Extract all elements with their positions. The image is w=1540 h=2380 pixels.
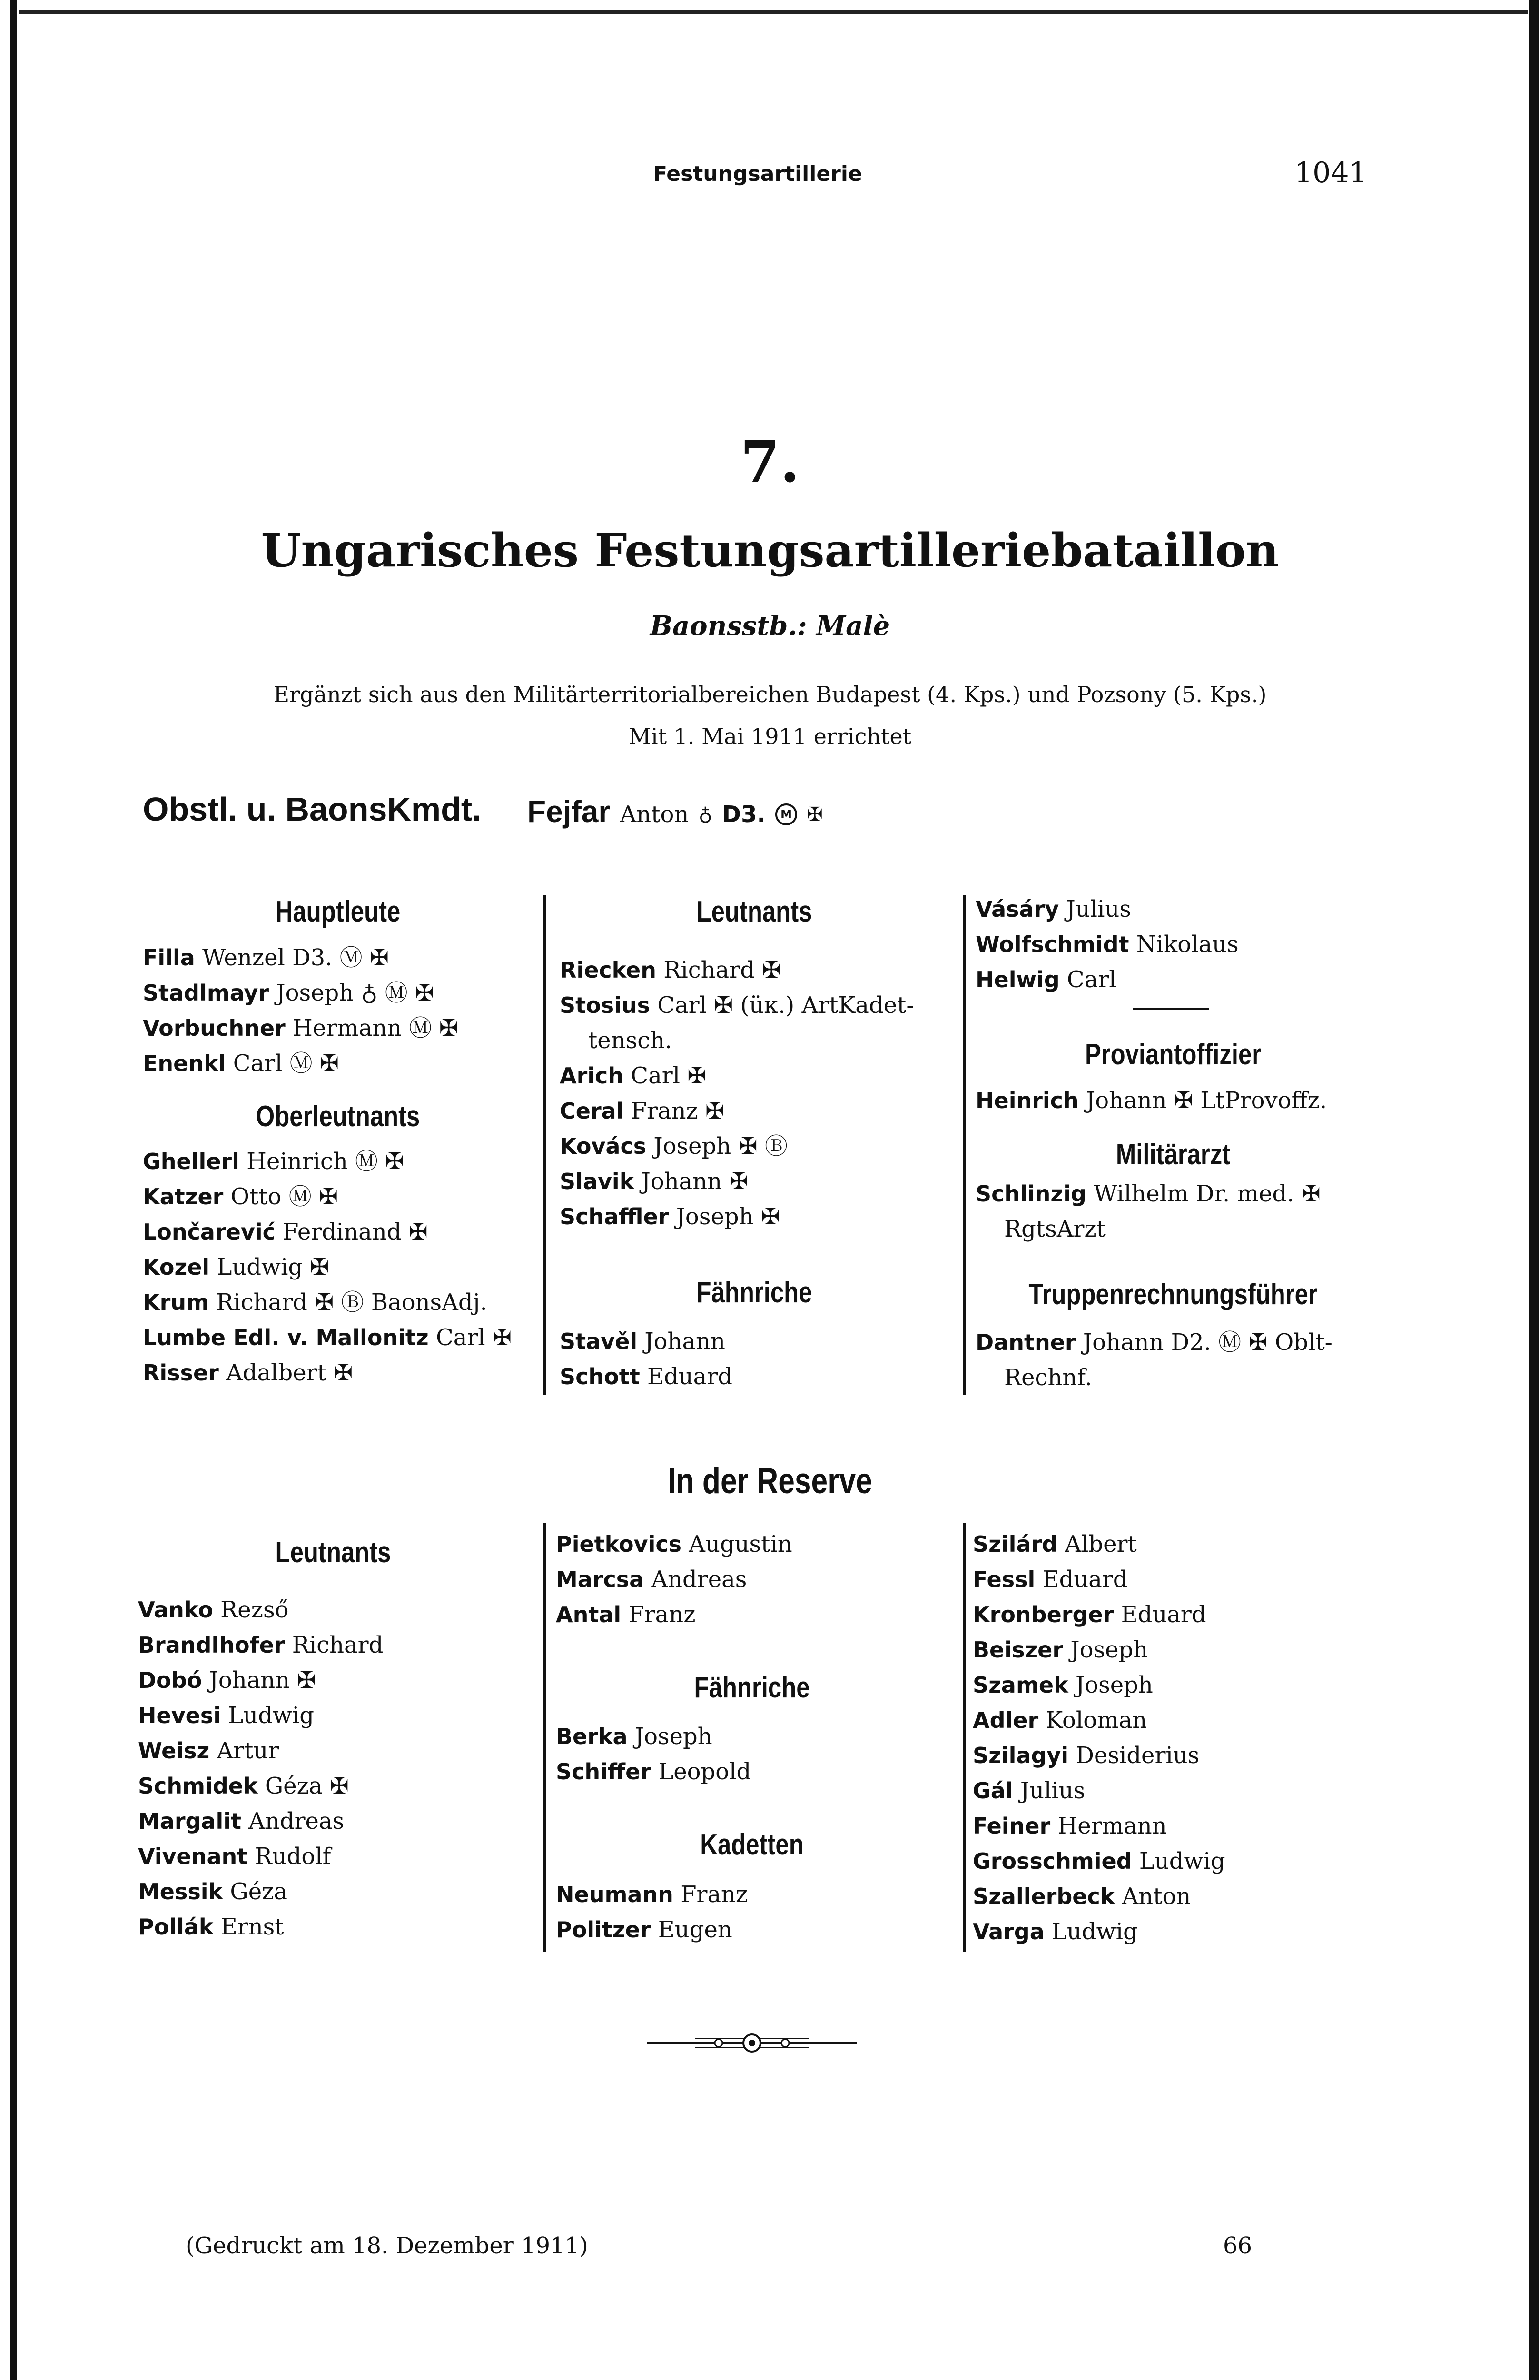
- heading-leutnants: Leutnants: [696, 895, 812, 928]
- heading-hauptleute: Hauptleute: [275, 895, 401, 928]
- reserve-column-rule-1: [543, 1523, 546, 1952]
- entry-details: RgtsArzt: [1004, 1216, 1106, 1242]
- name-entry: [556, 1915, 732, 1944]
- name-entry: [560, 1167, 749, 1196]
- entry-surname: Stadlmayr: [143, 980, 269, 1006]
- name-entry: [138, 1666, 316, 1695]
- name-entry: [138, 1631, 383, 1659]
- entry-details: Richard ✠: [663, 957, 781, 983]
- name-entry: [973, 1776, 1085, 1805]
- column-rule-1: [543, 895, 546, 1395]
- entry-surname: Beiszer: [973, 1637, 1064, 1663]
- entry-details: Hermann Ⓜ ✠: [292, 1015, 458, 1041]
- name-entry: [560, 1327, 725, 1356]
- entry-details: Carl ✠ (üк.) ArtKadet-: [657, 992, 914, 1019]
- entry-surname: Szilagyi: [973, 1743, 1069, 1768]
- entry-surname: Ghellerl: [143, 1149, 239, 1174]
- name-entry: [560, 1061, 706, 1090]
- cross-icon: ✠: [807, 803, 823, 825]
- name-entry: [556, 1880, 748, 1909]
- entry-surname: Grosschmied: [973, 1848, 1132, 1874]
- page-border-right: [1529, 0, 1539, 2380]
- station-value: Malè: [816, 610, 890, 642]
- entry-details: Géza ✠: [265, 1773, 349, 1799]
- name-entry: [973, 1741, 1199, 1770]
- page-border-left: [10, 0, 17, 2380]
- name-entry: [143, 1288, 487, 1317]
- entry-surname: Schlinzig: [976, 1181, 1086, 1207]
- entry-surname: Schaffler: [560, 1204, 669, 1230]
- name-entry: [560, 1132, 788, 1160]
- entry-surname: Kovács: [560, 1133, 647, 1159]
- entry-details: Leopold: [658, 1758, 751, 1785]
- entry-details: Richard: [292, 1632, 384, 1658]
- entry-details: Carl Ⓜ ✠: [233, 1050, 339, 1077]
- name-entry: [138, 1736, 279, 1765]
- entry-details: Rezső: [220, 1597, 289, 1623]
- entry-details: Ludwig ✠: [217, 1254, 329, 1280]
- entry-details: Ludwig: [228, 1702, 314, 1729]
- entry-surname: Gál: [973, 1778, 1013, 1804]
- entry-details: Desiderius: [1076, 1742, 1200, 1769]
- entry-details: Joseph: [634, 1723, 712, 1750]
- entry-details: Heinrich Ⓜ ✠: [247, 1148, 405, 1175]
- entry-surname: Vivenant: [138, 1844, 248, 1869]
- entry-surname: Fessl: [973, 1567, 1036, 1592]
- entry-surname: Messik: [138, 1879, 223, 1904]
- name-entry: [976, 965, 1116, 994]
- heading-oberleutnants: Oberleutnants: [256, 1100, 420, 1133]
- entry-details: Otto Ⓜ ✠: [230, 1183, 338, 1210]
- entry-surname: Vanko: [138, 1597, 213, 1623]
- name-entry: [556, 1757, 751, 1786]
- name-entry: [556, 1530, 792, 1558]
- entry-surname: Dobó: [138, 1667, 202, 1693]
- entry-details: Joseph ✠: [676, 1203, 780, 1230]
- entry-surname: Arich: [560, 1063, 624, 1089]
- established-info: Mit 1. Mai 1911 errichtet: [628, 724, 912, 749]
- entry-details: Ferdinand ✠: [283, 1219, 428, 1245]
- entry-details: Anton: [1122, 1883, 1191, 1910]
- name-entry: [138, 1772, 349, 1800]
- entry-details: Johann D2. Ⓜ ✠ Oblt-: [1083, 1329, 1333, 1356]
- medal-m-icon: M: [775, 803, 797, 825]
- entry-surname: Slavik: [560, 1169, 634, 1194]
- name-entry: [976, 930, 1239, 959]
- name-entry: [143, 1253, 329, 1281]
- entry-surname: Weisz: [138, 1738, 210, 1764]
- name-entry: [556, 1565, 747, 1594]
- entry-surname: Szallerbeck: [973, 1884, 1115, 1909]
- name-entry: [973, 1917, 1138, 1946]
- entry-surname: Szamek: [973, 1672, 1068, 1698]
- entry-surname: Lončarević: [143, 1219, 276, 1245]
- entry-details: Carl ✠: [435, 1324, 512, 1351]
- entry-details: Eduard: [1042, 1566, 1128, 1593]
- entry-details: Johann: [644, 1328, 725, 1355]
- sheet-number: 66: [1223, 2232, 1253, 2259]
- name-entry: [973, 1636, 1148, 1664]
- commander-rank: Obstl. u. BaonsKmdt.: [143, 791, 482, 828]
- entry-surname: Brandlhofer: [138, 1632, 285, 1658]
- name-entry: [143, 1147, 405, 1176]
- commander-class: D3.: [722, 801, 766, 828]
- name-entry: [143, 1218, 428, 1246]
- unit-title: Ungarisches Festungsartilleriebataillon: [261, 524, 1279, 577]
- entry-details: Hermann: [1057, 1813, 1167, 1839]
- entry-surname: Adler: [973, 1707, 1039, 1733]
- commander-surname: Fejfar: [527, 794, 611, 829]
- entry-surname: Vásáry: [976, 896, 1059, 922]
- name-entry: [973, 1530, 1137, 1558]
- entry-details: Ludwig: [1052, 1918, 1138, 1945]
- entry-details: Ernst: [220, 1914, 284, 1940]
- name-entry: [973, 1812, 1167, 1840]
- entry-details: Franz ✠: [631, 1098, 725, 1124]
- entry-surname: Pietkovics: [556, 1531, 682, 1557]
- column-rule-2: [963, 895, 966, 1395]
- station-line: [0, 610, 1540, 642]
- name-entry: [138, 1701, 314, 1730]
- short-divider: [1133, 1008, 1209, 1010]
- commander-line: [527, 794, 823, 830]
- name-entry: [560, 1097, 724, 1125]
- ornament-divider-icon: [647, 2029, 857, 2057]
- entry-details: Joseph: [1070, 1636, 1148, 1663]
- name-entry: [588, 1026, 672, 1055]
- name-entry: [976, 1086, 1327, 1115]
- entry-details: Eduard: [1121, 1601, 1206, 1628]
- unit-number: 7.: [740, 428, 800, 496]
- entry-surname: Politzer: [556, 1917, 651, 1943]
- commander-given: Anton: [620, 801, 689, 828]
- entry-details: Julius: [1020, 1777, 1086, 1804]
- entry-details: Wenzel D3. Ⓜ ✠: [202, 944, 389, 971]
- name-entry: [973, 1706, 1147, 1735]
- entry-surname: Stavěl: [560, 1329, 638, 1354]
- name-entry: [1004, 1363, 1092, 1392]
- entry-surname: Riecken: [560, 957, 656, 983]
- page-border-top: [19, 10, 1528, 14]
- recruitment-info: Ergänzt sich aus den Militärterritorialbereichen Budapest (4. Kps.) und Pozsony (5. Kps.): [273, 682, 1267, 707]
- name-entry: [560, 1362, 732, 1391]
- entry-surname: Dantner: [976, 1329, 1076, 1355]
- name-entry: [560, 1202, 780, 1231]
- entry-details: Joseph ✠ Ⓑ: [653, 1133, 788, 1160]
- heading-faehnriche: Fähnriche: [696, 1276, 812, 1309]
- entry-surname: Ceral: [560, 1098, 624, 1124]
- entry-details: Eugen: [658, 1916, 732, 1943]
- entry-surname: Neumann: [556, 1882, 673, 1907]
- entry-surname: Helwig: [976, 967, 1060, 992]
- name-entry: [973, 1847, 1225, 1875]
- name-entry: [976, 1328, 1333, 1357]
- name-entry: [973, 1600, 1206, 1629]
- name-entry: [143, 1014, 458, 1042]
- entry-details: Johann ✠: [641, 1168, 749, 1195]
- name-entry: [138, 1913, 284, 1941]
- name-entry: [138, 1596, 288, 1624]
- name-entry: [143, 943, 389, 972]
- heading-reserve: In der Reserve: [668, 1461, 872, 1501]
- entry-details: Julius: [1066, 896, 1131, 922]
- name-entry: [976, 895, 1131, 923]
- name-entry: [973, 1565, 1128, 1594]
- page-number: 1041: [1294, 156, 1367, 189]
- name-entry: [556, 1722, 712, 1751]
- name-entry: [1004, 1215, 1106, 1243]
- entry-details: Eduard: [647, 1363, 732, 1390]
- name-entry: [560, 991, 914, 1020]
- heading-proviantoffizier: Proviantoffizier: [1085, 1038, 1262, 1071]
- entry-details: Ludwig: [1139, 1848, 1225, 1874]
- entry-details: Johann ✠: [209, 1667, 316, 1694]
- name-entry: [138, 1842, 331, 1871]
- name-entry: [143, 979, 434, 1007]
- entry-surname: Enenkl: [143, 1051, 226, 1076]
- entry-surname: Katzer: [143, 1184, 224, 1210]
- entry-surname: Vorbuchner: [143, 1015, 286, 1041]
- entry-surname: Schott: [560, 1364, 640, 1389]
- entry-surname: Szilárd: [973, 1531, 1058, 1557]
- entry-surname: Antal: [556, 1602, 622, 1627]
- entry-surname: Filla: [143, 945, 195, 971]
- entry-details: Géza: [230, 1878, 288, 1905]
- name-entry: [556, 1600, 696, 1629]
- entry-details: Joseph ♁ Ⓜ ✠: [276, 980, 434, 1006]
- heading-militaerarzt: Militärarzt: [1116, 1138, 1231, 1171]
- heading-kadetten: Kadetten: [700, 1828, 804, 1861]
- entry-details: Carl ✠: [631, 1062, 707, 1089]
- entry-surname: Varga: [973, 1919, 1045, 1944]
- name-entry: [976, 1180, 1321, 1208]
- heading-reserve-leutnants: Leutnants: [275, 1536, 391, 1569]
- name-entry: [138, 1877, 287, 1906]
- entry-surname: Kronberger: [973, 1602, 1114, 1627]
- running-header-section: Festungsartillerie: [653, 162, 862, 186]
- station-label: Baonsstb.:: [650, 610, 807, 642]
- entry-surname: Stosius: [560, 992, 650, 1018]
- entry-surname: Feiner: [973, 1813, 1051, 1839]
- entry-surname: Wolfschmidt: [976, 932, 1129, 957]
- name-entry: [973, 1671, 1153, 1699]
- entry-surname: Schiffer: [556, 1759, 652, 1785]
- entry-details: Nikolaus: [1136, 931, 1239, 958]
- entry-surname: Margalit: [138, 1808, 241, 1834]
- entry-surname: Lumbe Edl. v. Mallonitz: [143, 1325, 429, 1350]
- entry-surname: Krum: [143, 1289, 209, 1315]
- entry-surname: Pollák: [138, 1914, 214, 1940]
- entry-surname: Kozel: [143, 1254, 210, 1280]
- entry-details: Augustin: [689, 1531, 792, 1557]
- heading-truppenrechnungsfuehrer: Truppenrechnungsführer: [1028, 1278, 1318, 1311]
- entry-details: Rechnf.: [1004, 1364, 1092, 1391]
- entry-details: Koloman: [1046, 1707, 1147, 1734]
- entry-surname: Risser: [143, 1360, 219, 1386]
- name-entry: [143, 1323, 512, 1352]
- entry-details: Richard ✠ Ⓑ BaonsAdj.: [216, 1289, 487, 1316]
- entry-surname: Heinrich: [976, 1088, 1079, 1113]
- entry-surname: Schmidek: [138, 1773, 258, 1799]
- entry-details: Rudolf: [255, 1843, 331, 1870]
- name-entry: [143, 1182, 338, 1211]
- entry-details: Artur: [217, 1737, 279, 1764]
- order-icon: ♁: [698, 803, 712, 825]
- reserve-column-rule-2: [963, 1523, 966, 1952]
- name-entry: [973, 1882, 1191, 1911]
- name-entry: [143, 1049, 339, 1078]
- name-entry: [560, 956, 781, 984]
- entry-details: Wilhelm Dr. med. ✠: [1094, 1180, 1321, 1207]
- entry-details: tensch.: [588, 1027, 672, 1054]
- printed-date: (Gedruckt am 18. Dezember 1911): [186, 2232, 588, 2259]
- entry-details: Andreas: [248, 1808, 345, 1835]
- entry-details: Franz: [681, 1881, 748, 1908]
- name-entry: [143, 1359, 353, 1387]
- entry-surname: Marcsa: [556, 1567, 644, 1592]
- entry-details: Joseph: [1075, 1672, 1153, 1698]
- entry-surname: Berka: [556, 1724, 628, 1749]
- entry-details: Franz: [628, 1601, 696, 1628]
- entry-details: Adalbert ✠: [226, 1359, 353, 1386]
- entry-surname: Hevesi: [138, 1703, 221, 1728]
- name-entry: [138, 1807, 344, 1835]
- entry-details: Johann ✠ LtProvoffz.: [1086, 1087, 1327, 1114]
- entry-details: Carl: [1066, 966, 1116, 993]
- entry-details: Andreas: [651, 1566, 747, 1593]
- heading-reserve-faehnriche: Fähnriche: [694, 1671, 810, 1704]
- entry-details: Albert: [1065, 1531, 1137, 1557]
